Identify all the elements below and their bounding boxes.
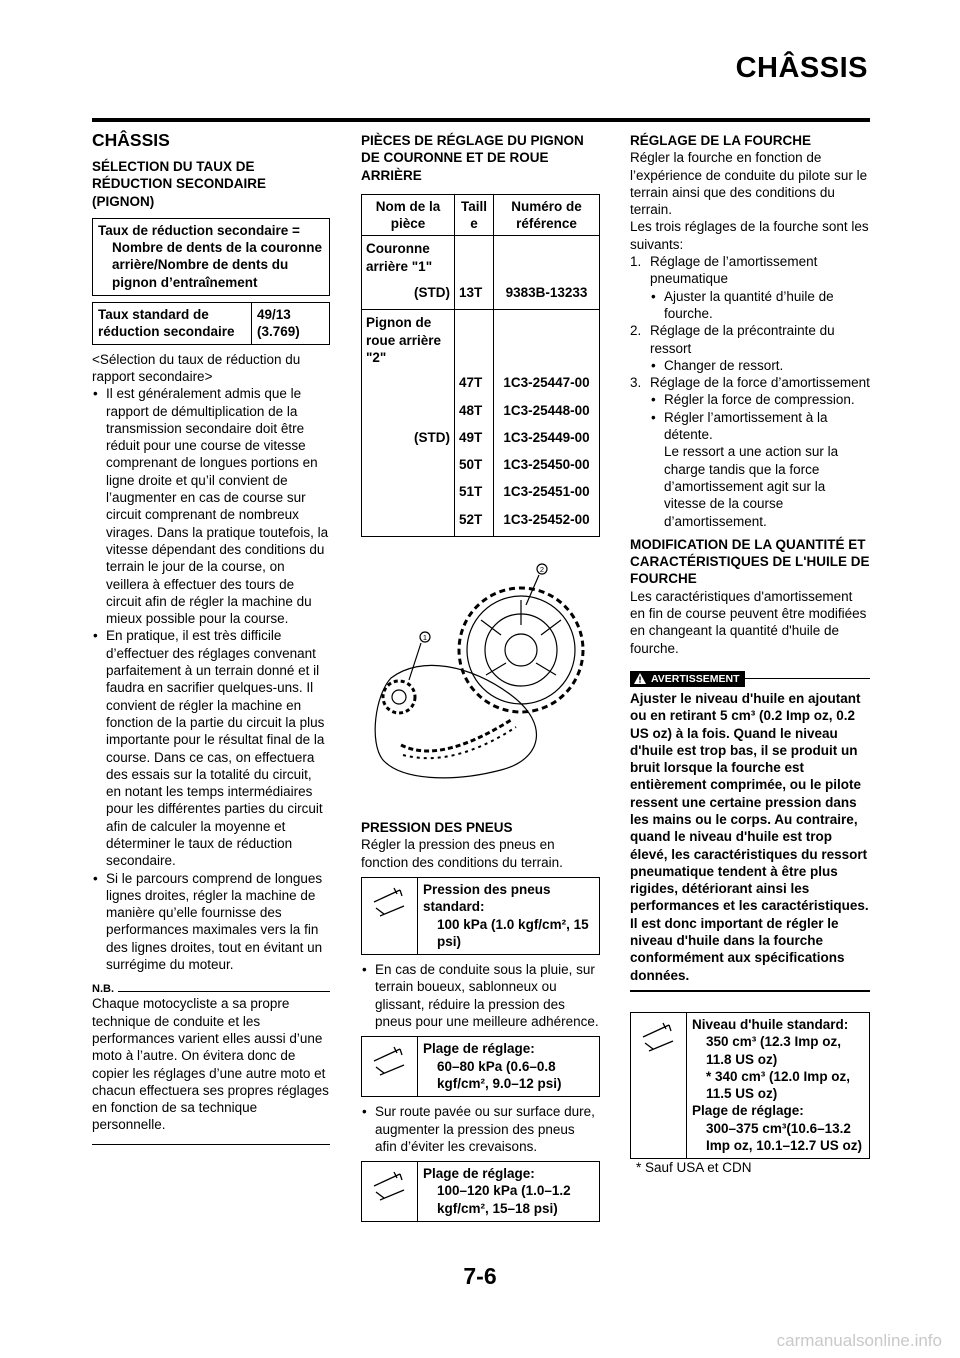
nb-label: N.B. xyxy=(92,983,114,996)
callout-2: 2 xyxy=(539,565,545,575)
warning-label: AVERTISSEMENT xyxy=(651,672,740,685)
std-ratio-label: Taux standard de réduction secondaire xyxy=(93,303,252,345)
formula-box xyxy=(92,218,330,296)
spec2-value: 60–80 kPa (0.6–0.8 kgf/cm², 9.0–12 psi) xyxy=(437,1058,562,1091)
table-row xyxy=(362,397,600,424)
mod-heading: MODIFICATION DE LA QUANTITÉ ET CARACTÉRISTIQUES DE L'HUILE DE FOURCHE xyxy=(630,536,870,587)
table-row xyxy=(362,506,600,537)
page-header-title: CHÂSSIS xyxy=(735,52,868,84)
pignon-row-size: 47T xyxy=(455,369,494,396)
std-ratio-table xyxy=(92,302,330,345)
header-rule xyxy=(92,118,870,122)
oil-range: 300–375 cm³(10.6–13.2 Imp oz, 10.1–12.7 US oz) xyxy=(706,1120,863,1154)
parts-table xyxy=(361,194,600,537)
table-row xyxy=(362,424,600,451)
spec3-title: Plage de réglage: xyxy=(423,1166,535,1182)
parts-heading: PIÈCES DE RÉGLAGE DU PIGNON DE COURONNE ET DE ROUE ARRIÈRE xyxy=(361,133,584,183)
page-number: 7-6 xyxy=(463,1263,497,1289)
pignon-row-name: (STD) xyxy=(362,424,455,451)
callout-1: 1 xyxy=(422,633,428,643)
mod-text: Les caractéristiques d'amortissement en fin de course peuvent être modifiées en changeant la quantité d'huile de fourche. xyxy=(630,588,867,656)
spec3-value: 100–120 kPa (1.0–1.2 kgf/cm², 15–18 psi) xyxy=(437,1183,571,1216)
header-size-1: Taill xyxy=(460,198,487,214)
pignon-row-size: 48T xyxy=(455,397,494,424)
column-2 xyxy=(361,128,600,1222)
caliper-icon xyxy=(362,878,418,954)
spec-box-oil-level xyxy=(630,1012,870,1159)
section-title: CHÂSSIS xyxy=(92,130,170,150)
warning-end-rule xyxy=(630,990,870,992)
oil-title: Niveau d'huile standard: xyxy=(692,1016,849,1032)
tire-heading: PRESSION DES PNEUS xyxy=(361,820,513,836)
fork-intro-1: Régler la fourche en fonction de l’expérience de conduite du pilote sur le terrain ainsi que des conditions du terrain. xyxy=(630,150,868,218)
warning-badge xyxy=(630,671,745,687)
item-number: 2. xyxy=(630,323,642,339)
item-text: Réglage de la précontrainte du ressort xyxy=(650,323,835,356)
spec1-value: 100 kPa (1.0 kgf/cm², 15 psi) xyxy=(437,916,589,949)
pignon-row-part: 1C3-25450-00 xyxy=(494,451,600,478)
warning-icon xyxy=(634,673,646,684)
pignon-row-size: 50T xyxy=(455,451,494,478)
intro-text: <Sélection du taux de réduction du rapport secondaire> xyxy=(92,351,301,384)
bullet-2: • En pratique, il est très difficile d’effectuer des réglages convenant parfaitement à un terrain donné et il faudra en sacrifier quelques-uns. Il convient de régler la machine en fonction de la partie du circuit la plus importante pour le résultat final de la course. Dans ce cas, on effectuera des essais sur la totalité du circuit, en notant les temps intermédiaires pour les différentes parties du circuit afin de calculer la moyenne et déterminer le taux de réduction secondaire. xyxy=(92,627,330,869)
list-subitem: • Changer de ressort. xyxy=(630,357,870,374)
spec2-title: Plage de réglage: xyxy=(423,1041,535,1057)
spec1-title: Pression des pneus standard: xyxy=(423,881,551,915)
pignon-row-size: 52T xyxy=(455,506,494,537)
list-subitem: • Régler l’amortissement à la détente. xyxy=(630,409,870,444)
spec-box-tire-pressure xyxy=(361,877,600,955)
warning-header xyxy=(630,671,870,687)
couronne-row-part: 9383B-13233 xyxy=(494,278,600,310)
column-1 xyxy=(92,128,330,1145)
oil-value-1: 350 cm³ (12.3 Imp oz, 11.8 US oz) xyxy=(706,1034,842,1067)
pignon-row-part: 1C3-25451-00 xyxy=(494,478,600,505)
caliper-icon xyxy=(362,1037,418,1096)
nb-end-rule xyxy=(92,1144,330,1145)
fork-intro-2: Les trois réglages de la fourche sont les suivants: xyxy=(630,219,869,252)
item-number: 3. xyxy=(630,375,642,391)
header-part-number: Numéro de référence xyxy=(494,194,600,236)
header-size xyxy=(455,194,494,236)
table-row xyxy=(362,478,600,505)
item-text: Réglage de l’amortissement pneumatique xyxy=(650,254,818,287)
watermark: carmanualsonline.info xyxy=(776,1331,942,1350)
spec-box-range-2 xyxy=(361,1161,600,1222)
formula-rest: Nombre de dents de la couronne arrière/Nombre de dents du pignon d’entraînement xyxy=(112,240,323,290)
pignon-row-name xyxy=(362,397,455,424)
nb-rule xyxy=(92,983,330,995)
pignon-row-size: 51T xyxy=(455,478,494,505)
list-subitem: • Régler la force de compression. xyxy=(630,391,870,408)
formula-first: Taux de réduction secondaire = xyxy=(98,222,300,238)
column-3 xyxy=(630,128,870,1177)
couronne-label: Couronne arrière "1" xyxy=(362,236,455,278)
pignon-row-part: 1C3-25447-00 xyxy=(494,369,600,396)
footnote: * Sauf USA et CDN xyxy=(636,1160,752,1176)
pignon-row-name xyxy=(362,478,455,505)
pignon-row-name xyxy=(362,506,455,537)
caliper-icon xyxy=(362,1162,418,1221)
pignon-label: Pignon de roue arrière "2" xyxy=(362,310,455,369)
table-row xyxy=(362,369,600,396)
header-part-name: Nom de la pièce xyxy=(362,194,455,236)
pignon-row-part: 1C3-25448-00 xyxy=(494,397,600,424)
caliper-icon xyxy=(631,1013,687,1158)
list-item xyxy=(630,322,870,357)
pignon-row-name xyxy=(362,369,455,396)
oil-value-2: * 340 cm³ (12.0 Imp oz, 11.5 US oz) xyxy=(706,1068,851,1102)
warning-text: Ajuster le niveau d'huile en ajoutant ou en retirant 5 cm³ (0.2 Imp oz, 0.2 US oz) à la fois. Quand le niveau d'huile est trop bas, il se produit un bruit lorsque la fourche est entièrement comprimée, ou le pilote ressent une certaine pression dans les mains ou le corps. Au contraire, quand le niveau d'huile est trop élevé, les caractéristiques du ressort pneumatique tendent à être plus rigides, détériorant ainsi les performances et les caractéristiques. Il est donc important de régler le niveau d'huile dans la fourche conformément aux spécifications données. xyxy=(630,690,869,983)
item-text: Réglage de la force d’amortissement xyxy=(650,375,870,391)
table-row xyxy=(362,451,600,478)
pignon-row-size: 49T xyxy=(455,424,494,451)
spec-box-range-1 xyxy=(361,1036,600,1097)
item-number: 1. xyxy=(630,254,642,270)
list-item xyxy=(630,253,870,288)
bullet-3: • Si le parcours comprend de longues lignes droites, régler la machine de manière qu’elle fournisse des performances maximales vers la fin des lignes droites, tout en évitant un surrégime du moteur. xyxy=(92,870,330,974)
pignon-row-part: 1C3-25452-00 xyxy=(494,506,600,537)
pignon-row-name xyxy=(362,451,455,478)
nb-text: Chaque motocycliste a sa propre technique de conduite et les performances varient elles aussi d’une moto à l’autre. On évitera donc de copier les réglages d’une autre moto et chacun effectuera ses propres réglages en fonction de sa technique personnelle. xyxy=(92,996,329,1133)
list-item xyxy=(630,374,870,391)
tire-bullet-2: • Sur route pavée ou sur surface dure, augmenter la pression des pneus afin d’éviter les crevaisons. xyxy=(361,1103,600,1155)
fork-note: Le ressort a une action sur la charge tandis que la force d’amortissement agit sur la vitesse de la course d’amortissement. xyxy=(664,444,839,529)
couronne-row-name: (STD) xyxy=(362,278,455,310)
pignon-row-part: 1C3-25449-00 xyxy=(494,424,600,451)
oil-range-title: Plage de réglage: xyxy=(692,1103,804,1119)
sprocket-chain-illustration xyxy=(361,545,600,815)
sprocket-heading: SÉLECTION DU TAUX DE RÉDUCTION SECONDAIRE (PIGNON) xyxy=(92,159,267,209)
couronne-row-size: 13T xyxy=(455,278,494,310)
tire-intro: Régler la pression des pneus en fonction des conditions du terrain. xyxy=(361,837,563,870)
fork-heading: RÉGLAGE DE LA FOURCHE xyxy=(630,133,812,148)
tire-bullet-1: • En cas de conduite sous la pluie, sur terrain boueux, sablonneux ou glissant, réduire la pression des pneus pour une meilleure adhérence. xyxy=(361,961,600,1030)
header-size-2: e xyxy=(470,216,478,232)
bullet-1: • Il est généralement admis que le rapport de démultiplication de la transmission secondaire doit être réduit pour une course de vitesse comprenant de longues portions en ligne droite et qu’il convient de l’augmenter en cas de course sur circuit comprenant de nombreux virages. Dans la pratique toutefois, la vitesse dépendant des conditions du terrain le jour de la course, on veillera à effectuer des tours de circuit afin de régler la machine du mieux possible pour la course. xyxy=(92,385,330,627)
std-ratio-value: 49/13 (3.769) xyxy=(252,303,330,345)
list-subitem: • Ajuster la quantité d’huile de fourche. xyxy=(630,288,870,323)
